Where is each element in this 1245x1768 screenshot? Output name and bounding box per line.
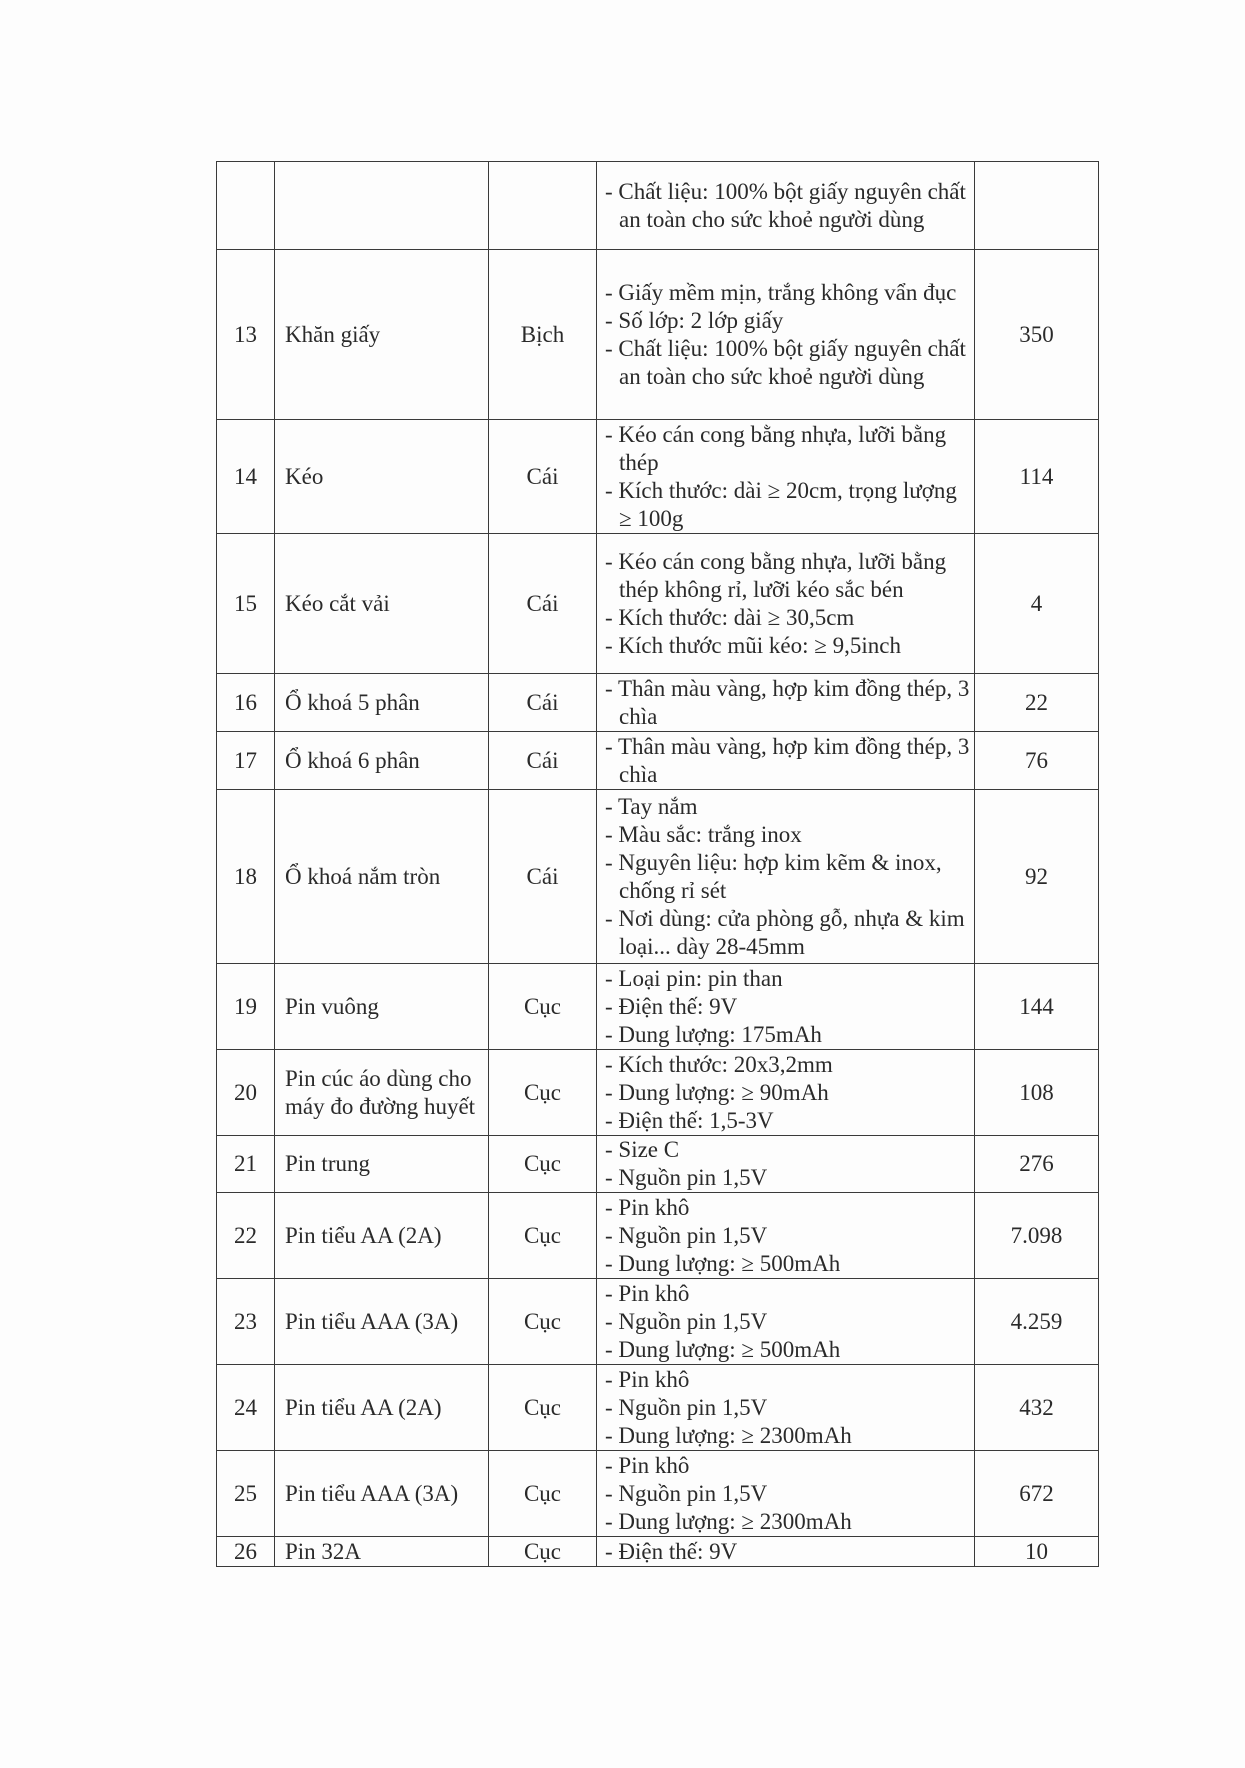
item-unit: Cái: [489, 790, 597, 964]
item-name: Ổ khoá 5 phân: [275, 674, 489, 732]
item-specification: [597, 1537, 975, 1567]
item-quantity: 92: [975, 790, 1099, 964]
item-quantity: 4.259: [975, 1279, 1099, 1365]
item-specification: [597, 674, 975, 732]
item-specification: [597, 534, 975, 674]
specification-line: - Dung lượng: ≥ 2300mAh: [605, 1422, 852, 1448]
table-row: [217, 1537, 1099, 1567]
item-name: Pin 32A: [275, 1537, 489, 1567]
item-unit: Cục: [489, 1365, 597, 1451]
specification-line: - Chất liệu: 100% bột giấy nguyên chất an toàn cho sức khoẻ người dùng: [605, 335, 966, 389]
specification-table: [216, 161, 1099, 1567]
table-row: [217, 162, 1099, 250]
specification-line: - Nguồn pin 1,5V: [605, 1222, 768, 1248]
item-specification: [597, 162, 975, 250]
item-unit: Cái: [489, 674, 597, 732]
item-quantity: 10: [975, 1537, 1099, 1567]
table-row: [217, 1050, 1099, 1136]
item-unit: Bịch: [489, 250, 597, 420]
specification-line: - Nguồn pin 1,5V: [605, 1480, 768, 1506]
specification-line: - Nguồn pin 1,5V: [605, 1165, 768, 1190]
row-number: 24: [217, 1365, 275, 1451]
item-name: [275, 162, 489, 250]
specification-line: - Chất liệu: 100% bột giấy nguyên chất an toàn cho sức khoẻ người dùng: [605, 178, 966, 232]
item-quantity: 276: [975, 1136, 1099, 1193]
item-name: Pin vuông: [275, 964, 489, 1050]
item-specification: [597, 420, 975, 534]
table-row: [217, 1193, 1099, 1279]
item-unit: Cái: [489, 732, 597, 790]
row-number: 18: [217, 790, 275, 964]
specification-line: - Kích thước: 20x3,2mm: [605, 1051, 833, 1077]
row-number: 21: [217, 1136, 275, 1193]
item-name: Pin tiểu AAA (3A): [275, 1279, 489, 1365]
row-number: 13: [217, 250, 275, 420]
specification-line: - Tay nắm: [605, 793, 698, 819]
row-number: 17: [217, 732, 275, 790]
table-row: [217, 420, 1099, 534]
specification-line: - Pin khô: [605, 1194, 690, 1220]
specification-line: - Dung lượng: ≥ 90mAh: [605, 1079, 829, 1105]
row-number: 15: [217, 534, 275, 674]
item-quantity: 22: [975, 674, 1099, 732]
item-specification: [597, 732, 975, 790]
row-number: 26: [217, 1537, 275, 1567]
item-quantity: 672: [975, 1451, 1099, 1537]
item-name: Pin tiểu AAA (3A): [275, 1451, 489, 1537]
specification-line: - Kích thước: dài ≥ 20cm, trọng lượng ≥ 100g: [605, 477, 957, 531]
specification-line: - Size C: [605, 1137, 680, 1162]
item-quantity: 350: [975, 250, 1099, 420]
item-quantity: 432: [975, 1365, 1099, 1451]
specification-line: - Màu sắc: trắng inox: [605, 821, 802, 847]
specification-line: - Dung lượng: ≥ 500mAh: [605, 1336, 841, 1362]
table-row: [217, 1365, 1099, 1451]
specification-line: - Loại pin: pin than: [605, 965, 783, 991]
specification-line: - Kích thước: dài ≥ 30,5cm: [605, 604, 855, 630]
item-quantity: 144: [975, 964, 1099, 1050]
row-number: 25: [217, 1451, 275, 1537]
item-name: Pin tiểu AA (2A): [275, 1193, 489, 1279]
specification-line: - Nguồn pin 1,5V: [605, 1308, 768, 1334]
item-quantity: 114: [975, 420, 1099, 534]
specification-line: - Số lớp: 2 lớp giấy: [605, 307, 784, 333]
row-number: 14: [217, 420, 275, 534]
table-row: [217, 1451, 1099, 1537]
specification-line: - Thân màu vàng, hợp kim đồng thép, 3 chìa: [605, 675, 970, 729]
row-number: 19: [217, 964, 275, 1050]
row-number: [217, 162, 275, 250]
item-unit: Cục: [489, 1279, 597, 1365]
item-quantity: 4: [975, 534, 1099, 674]
item-name: Ổ khoá nắm tròn: [275, 790, 489, 964]
item-quantity: 108: [975, 1050, 1099, 1136]
row-number: 20: [217, 1050, 275, 1136]
specification-line: - Pin khô: [605, 1452, 690, 1478]
item-name: Pin trung: [275, 1136, 489, 1193]
item-unit: Cục: [489, 1193, 597, 1279]
item-specification: [597, 1451, 975, 1537]
table-row: [217, 534, 1099, 674]
specification-line: - Điện thế: 9V: [605, 993, 738, 1019]
item-specification: [597, 1136, 975, 1193]
specification-line: - Nơi dùng: cửa phòng gỗ, nhựa & kim loại... dày 28-45mm: [605, 905, 965, 959]
specification-line: - Dung lượng: ≥ 2300mAh: [605, 1508, 852, 1534]
specification-line: - Pin khô: [605, 1366, 690, 1392]
item-specification: [597, 964, 975, 1050]
item-unit: [489, 162, 597, 250]
item-name: Pin tiểu AA (2A): [275, 1365, 489, 1451]
item-specification: [597, 1050, 975, 1136]
item-unit: Cục: [489, 1050, 597, 1136]
item-name: Ổ khoá 6 phân: [275, 732, 489, 790]
specification-line: - Kích thước mũi kéo: ≥ 9,5inch: [605, 632, 901, 658]
item-specification: [597, 1193, 975, 1279]
table-row: [217, 964, 1099, 1050]
item-specification: [597, 1279, 975, 1365]
item-quantity: 7.098: [975, 1193, 1099, 1279]
row-number: 22: [217, 1193, 275, 1279]
item-name: Khăn giấy: [275, 250, 489, 420]
item-unit: Cục: [489, 1537, 597, 1567]
item-specification: [597, 250, 975, 420]
item-unit: Cái: [489, 534, 597, 674]
table-row: [217, 674, 1099, 732]
item-name: Kéo: [275, 420, 489, 534]
specification-line: - Pin khô: [605, 1280, 690, 1306]
table-row: [217, 1136, 1099, 1193]
specification-line: - Giấy mềm mịn, trắng không vẩn đục: [605, 279, 957, 305]
item-unit: Cái: [489, 420, 597, 534]
specification-line: - Nguyên liệu: hợp kim kẽm & inox, chống rỉ sét: [605, 849, 942, 903]
item-specification: [597, 790, 975, 964]
item-specification: [597, 1365, 975, 1451]
item-unit: Cục: [489, 964, 597, 1050]
item-name: Kéo cắt vải: [275, 534, 489, 674]
table-row: [217, 790, 1099, 964]
item-unit: Cục: [489, 1451, 597, 1537]
table-row: [217, 250, 1099, 420]
specification-line: - Điện thế: 9V: [605, 1538, 738, 1564]
item-quantity: [975, 162, 1099, 250]
specification-line: - Dung lượng: ≥ 500mAh: [605, 1250, 841, 1276]
row-number: 16: [217, 674, 275, 732]
specification-line: - Kéo cán cong bằng nhựa, lưỡi bằng thép không rỉ, lưỡi kéo sắc bén: [605, 548, 947, 602]
item-quantity: 76: [975, 732, 1099, 790]
specification-line: - Điện thế: 1,5-3V: [605, 1107, 774, 1133]
row-number: 23: [217, 1279, 275, 1365]
specification-line: - Dung lượng: 175mAh: [605, 1021, 822, 1047]
table-row: [217, 732, 1099, 790]
table-body: [217, 162, 1099, 1567]
item-unit: Cục: [489, 1136, 597, 1193]
specification-line: - Thân màu vàng, hợp kim đồng thép, 3 chìa: [605, 733, 970, 787]
specification-line: - Nguồn pin 1,5V: [605, 1394, 768, 1420]
table-row: [217, 1279, 1099, 1365]
specification-line: - Kéo cán cong bằng nhựa, lưỡi bằng thép: [605, 421, 947, 475]
item-name: Pin cúc áo dùng cho máy đo đường huyết: [275, 1050, 489, 1136]
